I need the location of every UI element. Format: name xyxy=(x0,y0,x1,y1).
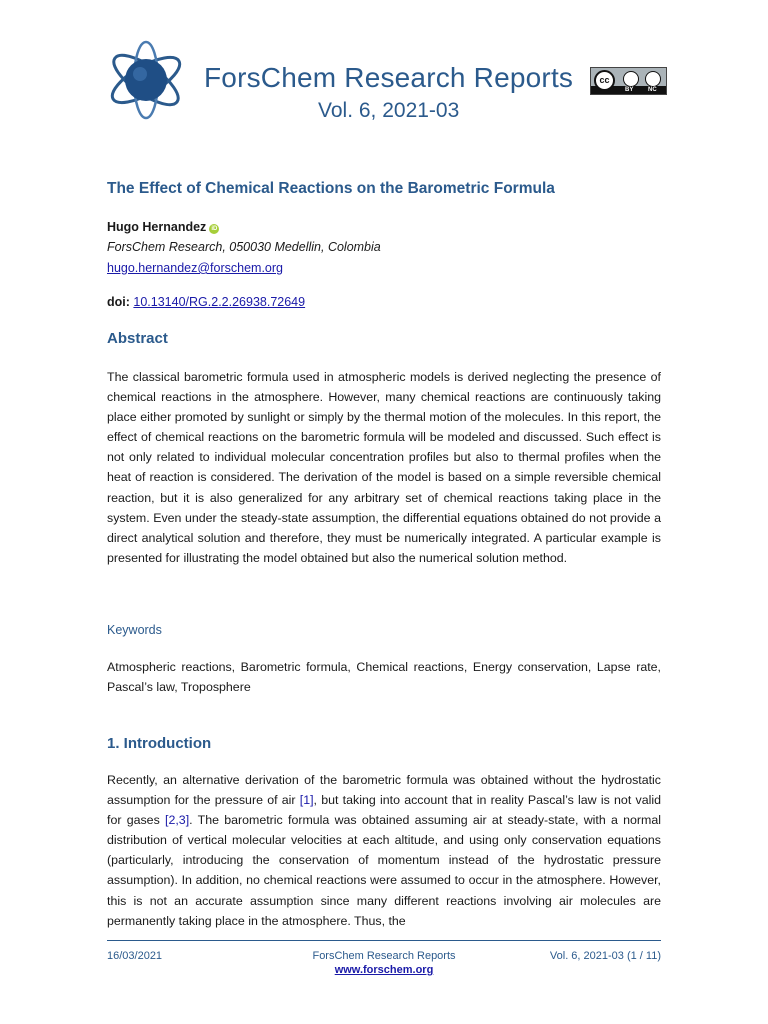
article-title: The Effect of Chemical Reactions on the Barometric Formula xyxy=(107,180,555,197)
citation-link-2[interactable]: [2,3] xyxy=(165,813,190,828)
footer-divider xyxy=(107,940,661,941)
footer-url-link[interactable]: www.forschem.org xyxy=(334,964,434,976)
introduction-heading: 1. Introduction xyxy=(107,735,212,752)
by-icon xyxy=(623,71,639,87)
journal-title: ForsChem Research Reports xyxy=(204,62,574,93)
abstract-text: The classical barometric formula used in atmospheric models is derived neglecting the presence of chemical reactions in the atmosphere. However, many chemical reactions are continuously taking place either promoted by sunlight or simply by the thermal motion of the molecules. In this report, the effect of chemical reactions on the barometric formula will be modeled and discussed. Such effect is not only related to individual molecular concentration profiles but also to thermal profiles when the heat of reaction is considered. The derivation of the model is based on a simple reversible chemical reaction, but it is also generalized for any arbitrary set of chemical reactions taking place in the system. Even under the steady-state assumption, the differential equations obtained do not provide a direct analytical solution and therefore, they must be numerically integrated. A particular example is presented for illustrating the model obtained but also the numerical solution method. xyxy=(107,370,661,565)
cc-nc-label: NC xyxy=(648,87,657,93)
footer-journal-name: ForsChem Research Reports xyxy=(312,950,456,962)
keywords-heading: Keywords xyxy=(107,623,162,637)
footer-date: 16/03/2021 xyxy=(107,950,163,962)
introduction-text xyxy=(107,770,661,931)
doi-link[interactable]: 10.13140/RG.2.2.26938.72649 xyxy=(133,295,306,309)
cc-by-label: BY xyxy=(625,87,634,93)
footer-journal xyxy=(300,950,468,976)
doi-label: doi: xyxy=(107,295,130,309)
journal-volume: Vol. 6, 2021-03 xyxy=(318,99,460,122)
intro-part-2: , but taking into account that in reality Pascal’s law is not valid for gases xyxy=(107,793,661,828)
citation-link-1[interactable]: [1] xyxy=(299,793,314,808)
doi-line xyxy=(107,295,305,309)
keywords-text: Atmospheric reactions, Barometric formula, Chemical reactions, Energy conservation, Lapse rate, Pascal’s law, Troposphere xyxy=(107,660,661,695)
nc-icon xyxy=(645,71,661,87)
abstract-heading: Abstract xyxy=(107,330,168,347)
cc-icon: cc xyxy=(594,70,615,91)
intro-part-3: . The barometric formula was obtained assuming air at steady-state, with a normal distribution of vertical molecular velocities at each altitude, and using only conservation equations (particularly, introducing the conservation of momentum instead of the hydrostatic pressure assumption). In addition, no chemical reactions were assumed to occur in the atmosphere. However, this is not an accurate assumption since many different reactions involving air molecules are permanently taking place in the atmosphere. Thus, the xyxy=(107,813,661,928)
orcid-icon[interactable]: iD xyxy=(211,226,218,232)
cc-license-badge[interactable] xyxy=(590,67,667,95)
affiliation: ForsChem Research, 050030 Medellin, Colombia xyxy=(107,240,381,254)
author-name: Hugo Hernandez xyxy=(107,220,207,234)
intro-part-1: Recently, an alternative derivation of the barometric formula was obtained without the hydrostatic assumption for the pressure of air xyxy=(107,773,661,808)
footer-page-number: Vol. 6, 2021-03 (1 / 11) xyxy=(549,950,661,962)
author-line xyxy=(107,220,219,234)
email-link[interactable]: hugo.hernandez@forschem.org xyxy=(107,261,283,275)
forschem-logo-icon xyxy=(106,40,186,120)
